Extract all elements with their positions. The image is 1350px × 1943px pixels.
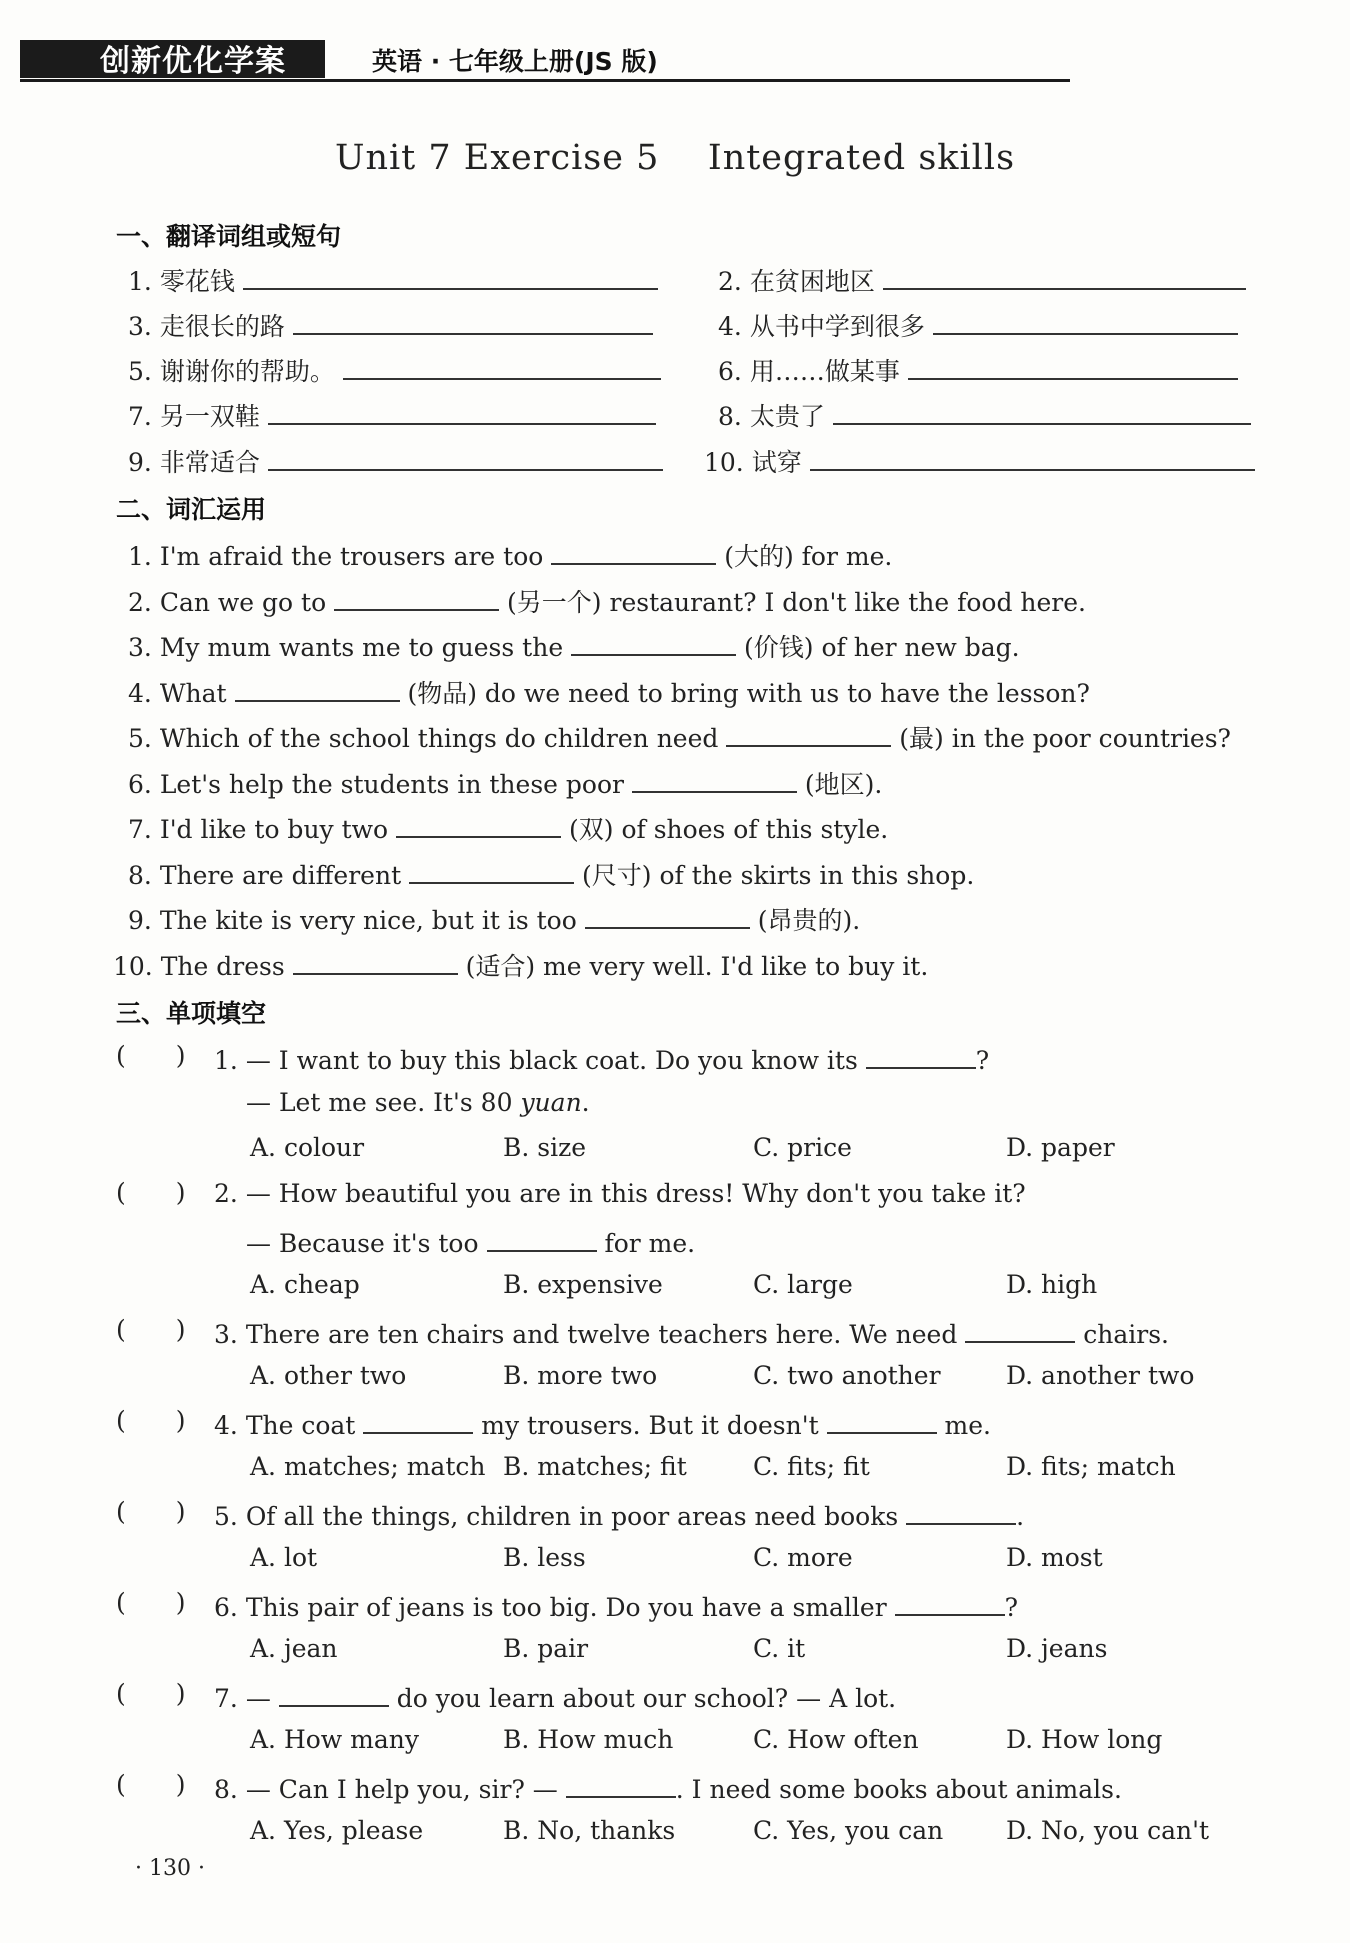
answer-bracket[interactable]: ( ) [116, 1041, 186, 1070]
answer-blank [363, 1406, 473, 1434]
answer-bracket[interactable]: ( ) [116, 1497, 186, 1526]
vocab-item: 1. I'm afraid the trousers are too (大的) for me. [128, 537, 892, 573]
page-number: · 130 · [135, 1856, 205, 1881]
option[interactable]: B. No, thanks [503, 1816, 676, 1845]
answer-blank[interactable] [551, 537, 716, 565]
answer-blank[interactable] [268, 443, 663, 471]
option[interactable]: A. lot [250, 1543, 318, 1572]
vocab-item: 9. The kite is very nice, but it is too (昂贵的). [128, 901, 860, 937]
book-title: 英语 · 七年级上册(JS 版) [372, 47, 658, 76]
option[interactable]: B. How much [503, 1725, 674, 1754]
option[interactable]: D. most [1006, 1543, 1103, 1572]
question-stem: 7. — do you learn about our school? — A lot. [214, 1679, 896, 1715]
translation-item: 9. 非常适合 [128, 443, 663, 479]
answer-blank[interactable] [334, 583, 499, 611]
option[interactable]: B. less [503, 1543, 586, 1572]
answer-blank[interactable] [585, 901, 750, 929]
question-stem: 1. — I want to buy this black coat. Do you know its ? [214, 1041, 989, 1077]
section-heading: 二、词汇运用 [116, 495, 267, 524]
answer-bracket[interactable]: ( ) [116, 1588, 186, 1617]
answer-bracket[interactable]: ( ) [116, 1679, 186, 1708]
translation-item: 5. 谢谢你的帮助。 [128, 352, 661, 388]
option[interactable]: D. jeans [1006, 1634, 1108, 1663]
answer-blank[interactable] [833, 397, 1251, 425]
option[interactable]: A. matches; match [250, 1452, 486, 1481]
option[interactable]: A. Yes, please [250, 1816, 424, 1845]
question-stem: 3. There are ten chairs and twelve teachers here. We need chairs. [214, 1315, 1169, 1351]
question-stem: 4. The coat my trousers. But it doesn't me. [214, 1406, 991, 1442]
answer-blank[interactable] [908, 352, 1238, 380]
answer-blank[interactable] [235, 674, 400, 702]
vocab-item: 7. I'd like to buy two (双) of shoes of this style. [128, 810, 888, 846]
header-rule [20, 79, 1070, 82]
answer-blank[interactable] [343, 352, 661, 380]
answer-blank [906, 1497, 1016, 1525]
option[interactable]: C. fits; fit [753, 1452, 870, 1481]
question-reply: — Because it's too for me. [246, 1224, 695, 1260]
unit-title: Unit 7 Exercise 5 Integrated skills [334, 138, 1016, 178]
option[interactable]: D. fits; match [1006, 1452, 1176, 1481]
answer-blank[interactable] [933, 307, 1238, 335]
translation-item: 8. 太贵了 [718, 397, 1251, 433]
answer-blank [827, 1406, 937, 1434]
answer-blank [866, 1041, 976, 1069]
answer-bracket[interactable]: ( ) [116, 1178, 186, 1207]
question-reply: — Let me see. It's 80 yuan. [246, 1088, 590, 1117]
option[interactable]: C. more [753, 1543, 853, 1572]
answer-blank [895, 1588, 1005, 1616]
answer-bracket[interactable]: ( ) [116, 1315, 186, 1344]
brand-logo: 创新优化学案 [100, 44, 286, 79]
option[interactable]: B. expensive [503, 1270, 663, 1299]
option[interactable]: C. large [753, 1270, 853, 1299]
option[interactable]: A. jean [250, 1634, 338, 1663]
answer-blank [965, 1315, 1075, 1343]
answer-blank[interactable] [293, 947, 458, 975]
translation-item: 6. 用……做某事 [718, 352, 1238, 388]
option[interactable]: A. cheap [250, 1270, 360, 1299]
question-stem: 8. — Can I help you, sir? — . I need some books about animals. [214, 1770, 1122, 1806]
translation-item: 10. 试穿 [704, 443, 1255, 479]
option[interactable]: D. high [1006, 1270, 1098, 1299]
answer-blank[interactable] [293, 307, 653, 335]
answer-blank[interactable] [632, 765, 797, 793]
answer-blank[interactable] [726, 719, 891, 747]
question-stem: 6. This pair of jeans is too big. Do you have a smaller ? [214, 1588, 1018, 1624]
option[interactable]: A. other two [250, 1361, 407, 1390]
translation-item: 7. 另一双鞋 [128, 397, 656, 433]
translation-item: 3. 走很长的路 [128, 307, 653, 343]
translation-item: 2. 在贫困地区 [718, 262, 1246, 298]
option[interactable]: B. matches; fit [503, 1452, 687, 1481]
vocab-item: 5. Which of the school things do children need (最) in the poor countries? [128, 719, 1231, 755]
answer-blank [487, 1224, 597, 1252]
answer-bracket[interactable]: ( ) [116, 1770, 186, 1799]
answer-bracket[interactable]: ( ) [116, 1406, 186, 1435]
answer-blank[interactable] [810, 443, 1255, 471]
answer-blank[interactable] [396, 810, 561, 838]
translation-item: 4. 从书中学到很多 [718, 307, 1238, 343]
question-stem: 2. — How beautiful you are in this dress! Why don't you take it? [214, 1179, 1026, 1208]
option[interactable]: A. How many [250, 1725, 419, 1754]
option[interactable]: D. another two [1006, 1361, 1195, 1390]
translation-item: 1. 零花钱 [128, 262, 658, 298]
option[interactable]: B. pair [503, 1634, 589, 1663]
vocab-item: 2. Can we go to (另一个) restaurant? I don't like the food here. [128, 583, 1086, 619]
option[interactable]: C. two another [753, 1361, 941, 1390]
option[interactable]: C. price [753, 1133, 852, 1162]
option[interactable]: C. How often [753, 1725, 919, 1754]
question-stem: 5. Of all the things, children in poor areas need books . [214, 1497, 1024, 1533]
answer-blank [566, 1770, 676, 1798]
answer-blank[interactable] [409, 856, 574, 884]
vocab-item: 10. The dress (适合) me very well. I'd like to buy it. [113, 947, 928, 983]
section-heading: 一、翻译词组或短句 [116, 222, 342, 251]
answer-blank [279, 1679, 389, 1707]
vocab-item: 3. My mum wants me to guess the (价钱) of her new bag. [128, 628, 1020, 664]
answer-blank[interactable] [883, 262, 1246, 290]
option[interactable]: D. paper [1006, 1133, 1115, 1162]
option[interactable]: B. more two [503, 1361, 658, 1390]
option[interactable]: C. Yes, you can [753, 1816, 944, 1845]
vocab-item: 8. There are different (尺寸) of the skirts in this shop. [128, 856, 974, 892]
vocab-item: 4. What (物品) do we need to bring with us to have the lesson? [128, 674, 1090, 710]
answer-blank[interactable] [571, 628, 736, 656]
option[interactable]: B. size [503, 1133, 587, 1162]
section-heading: 三、单项填空 [116, 999, 267, 1028]
vocab-item: 6. Let's help the students in these poor (地区). [128, 765, 882, 801]
option[interactable]: A. colour [250, 1133, 365, 1162]
answer-blank[interactable] [243, 262, 658, 290]
answer-blank[interactable] [268, 397, 656, 425]
option[interactable]: D. How long [1006, 1725, 1163, 1754]
option[interactable]: C. it [753, 1634, 806, 1663]
option[interactable]: D. No, you can't [1006, 1816, 1210, 1845]
